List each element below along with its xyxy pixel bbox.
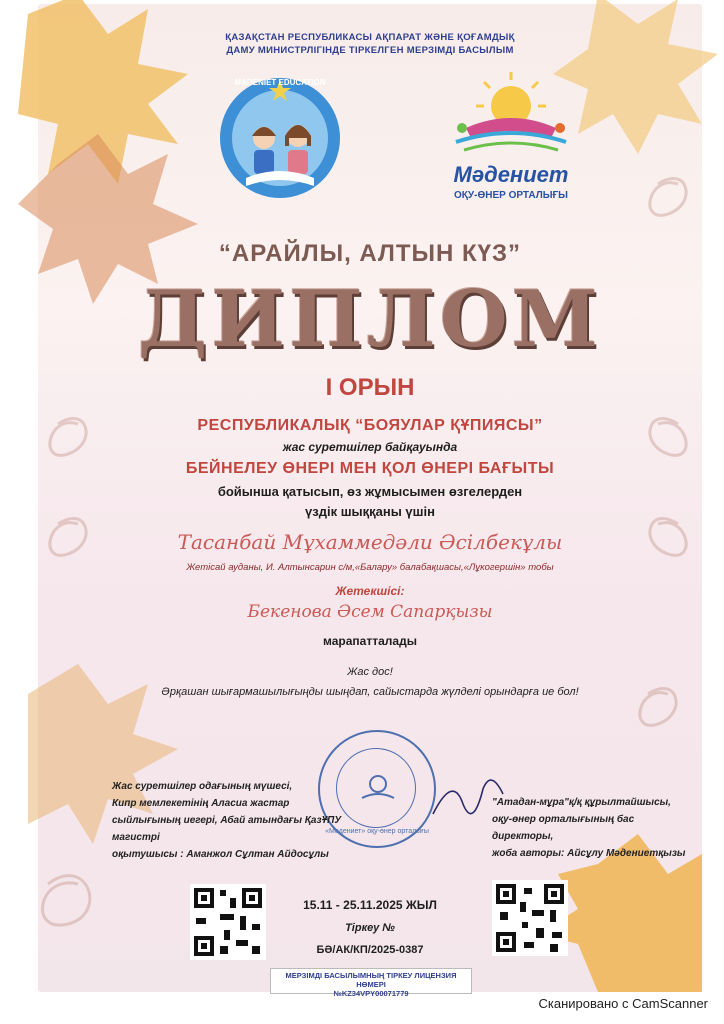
left-signatory-line-3: сыйлығының иегері, Абай атындағы ҚазҰПУ магистрі bbox=[112, 815, 342, 843]
left-signatory-line-2: Кипр мемлекетінің Аласиа жастар bbox=[112, 798, 290, 809]
children-reading-logo-icon bbox=[216, 66, 344, 212]
right-signatory-line-3: жоба авторы: Айсұлу Мәдениетқызы bbox=[492, 848, 686, 859]
center-name: Мәдениет bbox=[453, 162, 569, 187]
diploma-heading: ДИПЛОМ bbox=[138, 274, 602, 365]
stamp-text: «Мәдениет» оқу-өнер орталығы bbox=[325, 828, 429, 835]
ministry-header-line-2: ДАМУ МИНИСТРЛІГІНДЕ ТІРКЕЛГЕН МЕРЗІМДІ БАСЫЛЫМ bbox=[226, 45, 514, 56]
registry-number: БӘ/АК/КП/2025-0387 bbox=[316, 944, 424, 956]
logo-ring-text: MADENIET EDUCATION bbox=[234, 78, 326, 87]
left-signatory bbox=[112, 778, 342, 863]
license-title: МЕРЗІМДІ БАСЫЛЫМНЫҢ ТІРКЕУ ЛИЦЕНЗИЯ НӨМЕРІ bbox=[285, 971, 457, 989]
madeniet-education-logo bbox=[216, 66, 344, 212]
sun-book-logo-icon bbox=[436, 66, 586, 158]
competition-name: РЕСПУБЛИКАЛЫҚ “БОЯУЛАР ҚҰПИЯСЫ” bbox=[197, 417, 543, 434]
right-signatory bbox=[492, 794, 692, 862]
supervisor-name: Бекенова Әсем Сапарқызы bbox=[247, 602, 493, 622]
camscanner-watermark: Сканировано с CamScanner bbox=[538, 996, 708, 1011]
recipient-name: Тасанбай Мұхаммедәли Әсілбекұлы bbox=[177, 530, 563, 554]
contest-dates: 15.11 - 25.11.2025 ЖЫЛ bbox=[303, 898, 437, 912]
recipient-info: Жетісай ауданы, И. Алтынсарин с/м,«Балару» балабақшасы,«Лұкогершін» тобы bbox=[186, 562, 554, 573]
wish-text: Әрқашан шығармашылығыңды шыңдап, сайыстарда жүлделі орындарға ие бол! bbox=[161, 686, 579, 698]
wish-greeting: Жас дос! bbox=[347, 666, 393, 678]
ministry-header-line-1: ҚАЗАҚСТАН РЕСПУБЛИКАСЫ АҚПАРАТ ЖӘНЕ ҚОҒАМДЫҚ bbox=[225, 32, 515, 43]
right-signatory-line-2: оқу-өнер орталығының бас директоры, bbox=[492, 814, 635, 842]
awarded-text: марапатталады bbox=[323, 634, 417, 648]
body-text-line-2: үздік шыққаны үшін bbox=[305, 504, 435, 519]
direction-name: БЕЙНЕЛЕУ ӨНЕРІ МЕН ҚОЛ ӨНЕРІ БАҒЫТЫ bbox=[185, 460, 555, 477]
diploma-certificate bbox=[38, 4, 702, 998]
stamp-sun-icon bbox=[358, 766, 398, 806]
supervisor-label: Жетекшісі: bbox=[335, 584, 405, 598]
contest-title: “АРАЙЛЫ, АЛТЫН КҮЗ” bbox=[218, 240, 522, 267]
registry-label: Тіркеу № bbox=[345, 922, 395, 934]
license-box bbox=[270, 968, 472, 998]
left-signatory-line-1: Жас суретшілер одағының мүшесі, bbox=[112, 781, 293, 792]
license-number: №KZ34VPY00071779 bbox=[333, 989, 409, 998]
body-text-line-1: бойынша қатысып, өз жұмысымен өзгелерден bbox=[217, 484, 523, 499]
competition-subtitle: жас суретшілер байқауында bbox=[282, 440, 458, 454]
center-subtitle: ОҚУ-ӨНЕР ОРТАЛЫҒЫ bbox=[454, 190, 568, 201]
madeniet-center-logo bbox=[436, 66, 586, 216]
right-signatory-line-1: "Атадан-мұра"қ/қ құрылтайшысы, bbox=[492, 797, 671, 808]
left-signatory-line-4: оқытушысы : Аманжол Сұлтан Айдосұлы bbox=[112, 849, 329, 860]
place-label: I ОРЫН bbox=[325, 374, 415, 401]
